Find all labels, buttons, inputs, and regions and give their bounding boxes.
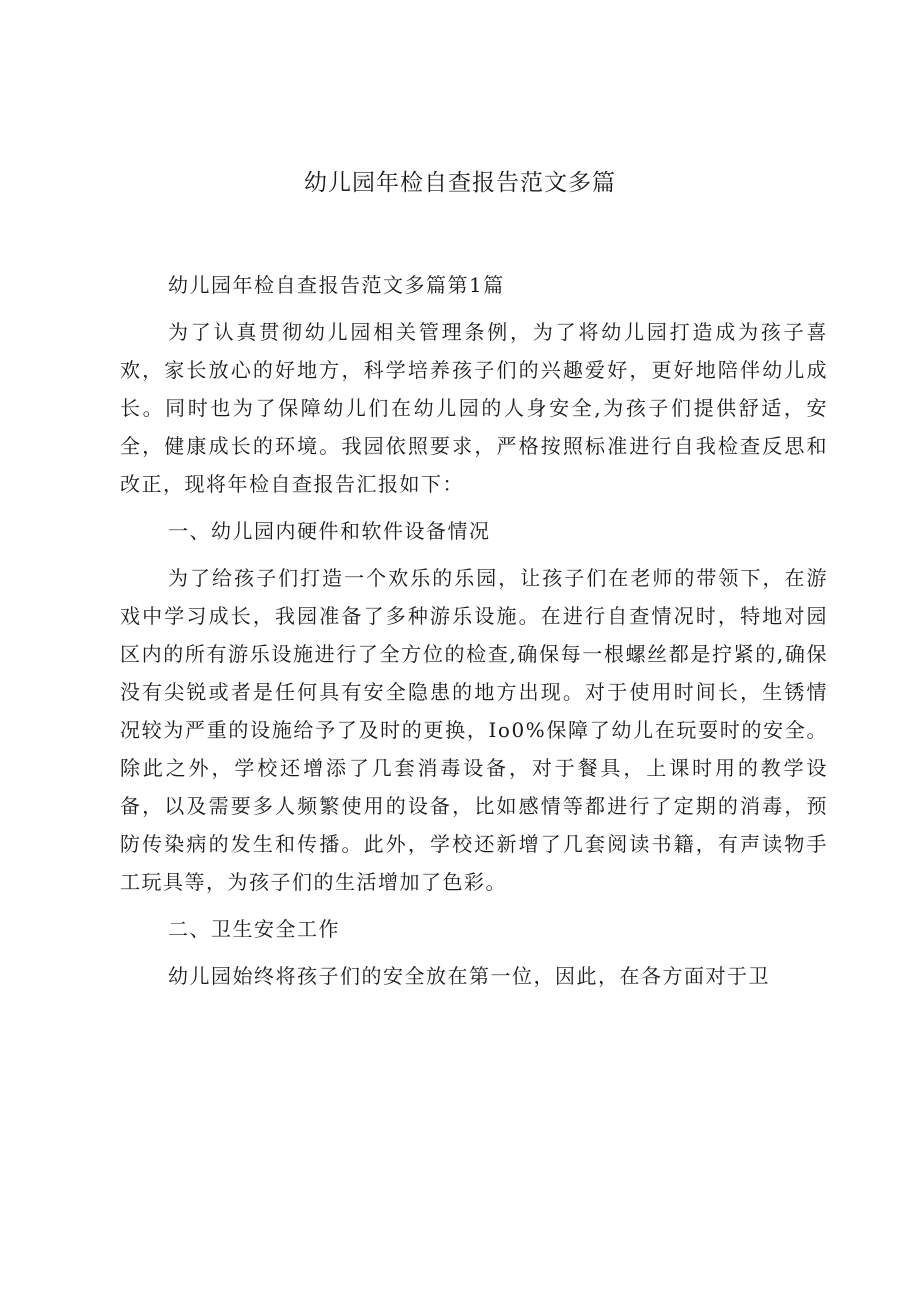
section-heading-part-1: 幼儿园年检自查报告范文多篇第1篇 (168, 273, 505, 297)
document-body (120, 266, 828, 995)
document-title: 幼儿园年检自查报告范文多篇 (304, 170, 616, 196)
section-heading-hygiene-safety: 二、卫生安全工作 (168, 917, 340, 941)
section-heading-equipment: 一、幼儿园内硬件和软件设备情况 (168, 519, 491, 543)
equipment-paragraph: 为了给孩子们打造一个欢乐的乐园，让孩子们在老师的带领下，在游戏中学习成长，我园准备了多种游乐设施。在进行自查情况时，特地对园区内的所有游乐设施进行了全方位的检查,确保每一根螺丝都是拧紧的,确保没有尖锐或者是任何具有安全隐患的地方出现。对于使用时间长，生锈情况较为严重的设施给予了及时的更换，Io0%保障了幼儿在玩耍时的安全。除此之外，学校还增添了几套消毒设备，对于餐具，上课时用的教学设备，以及需要多人频繁使用的设备，比如感情等都进行了定期的消毒，预防传染病的发生和传播。此外，学校还新增了几套阅读书籍，有声读物手工玩具等，为孩子们的生活增加了色彩。 (120, 566, 828, 894)
intro-paragraph: 为了认真贯彻幼儿园相关管理条例，为了将幼儿园打造成为孩子喜欢，家长放心的好地方，科学培养孩子们的兴趣爱好，更好地陪伴幼儿成长。同时也为了保障幼儿们在幼儿园的人身安全,为孩子们提供舒适，安全，健康成长的环境。我园依照要求，严格按照标准进行自我检查反思和改正，现将年检自查报告汇报如下： (120, 320, 828, 496)
hygiene-safety-paragraph: 幼儿园始终将孩子们的安全放在第一位，因此，在各方面对于卫 (168, 964, 770, 988)
